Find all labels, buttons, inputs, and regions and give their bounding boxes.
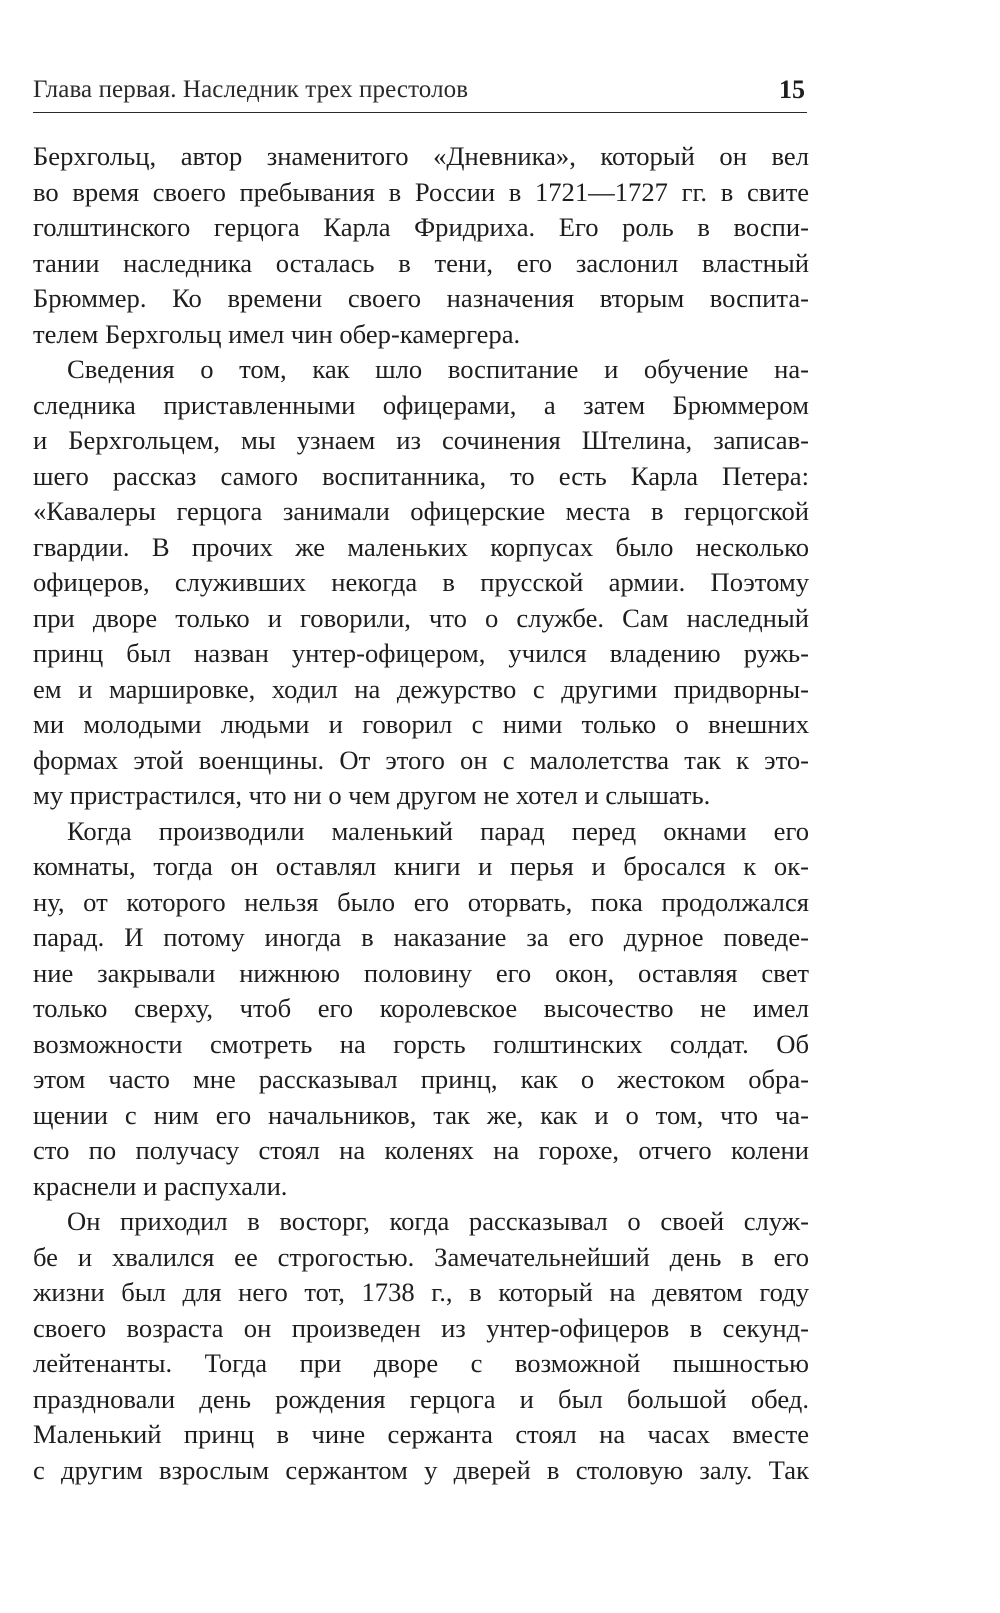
- paragraph-first-line: Он приходил в восторг, когда рассказывал о своей служ-: [67, 1206, 809, 1236]
- text-line: и Берхгольцем, мы узнаем из сочинения Штелина, записав-: [33, 425, 809, 455]
- running-title: Глава первая. Наследник трех престолов: [33, 76, 469, 103]
- text-line: ми молодыми людьми и говорил с ними только о внешних: [33, 709, 809, 739]
- text-line: ем и маршировке, ходил на дежурство с другими придворны-: [33, 673, 809, 704]
- text-line: тании наследника осталась в тени, его заслонил властный: [33, 247, 809, 278]
- text-line: принц был назван унтер-офицером, учился владению ружь-: [33, 638, 809, 668]
- text-line: возможности смотреть на горсть голштинских солдат. Об: [33, 1028, 809, 1059]
- text-line: во время своего пребывания в России в 1721—1727 гг. в свите: [33, 176, 809, 207]
- text-line: Берхгольц, автор знаменитого «Дневника», который он вел: [33, 141, 809, 171]
- text-line: этом часто мне рассказывал принц, как о жестоком обра-: [33, 1064, 809, 1094]
- text-line: праздновали день рождения герцога и был большой обед.: [33, 1383, 809, 1414]
- text-line: гвардии. В прочих же маленьких корпусах было несколько: [33, 531, 809, 562]
- text-line: сто по получасу стоял на коленях на горохе, отчего колени: [33, 1135, 809, 1165]
- text-line: комнаты, тогда он оставлял книги и перья и бросался к ок-: [33, 851, 809, 881]
- text-line: формах этой военщины. От этого он с малолетства так к это-: [33, 744, 809, 775]
- text-line: лейтенанты. Тогда при дворе с возможной пышностью: [33, 1348, 809, 1378]
- text-line: при дворе только и говорили, что о службе. Сам наследный: [33, 602, 809, 633]
- text-line: с другим взрослым сержантом у дверей в столовую залу. Так: [33, 1454, 809, 1485]
- text-line: щении с ним его начальников, так же, как и о том, что ча-: [33, 1099, 809, 1130]
- text-line: своего возраста он произведен из унтер-офицеров в секунд-: [33, 1312, 809, 1343]
- text-line: жизни был для него тот, 1738 г., в который на девятом году: [33, 1277, 809, 1307]
- text-line: ние закрывали нижнюю половину его окон, оставляя свет: [33, 957, 809, 988]
- text-line: следника приставленными офицерами, а затем Брюммером: [33, 389, 809, 420]
- text-line: голштинского герцога Карла Фридриха. Его роль в воспи-: [33, 212, 809, 242]
- text-line: «Кавалеры герцога занимали офицерские места в герцогской: [33, 496, 809, 526]
- text-line: шего рассказ самого воспитанника, то есть Карла Петера:: [33, 460, 809, 491]
- paragraph-first-line: Когда производили маленький парад перед окнами его: [67, 815, 809, 846]
- paragraph-first-line: Сведения о том, как шло воспитание и обучение на-: [67, 354, 809, 384]
- page-number: 15: [779, 75, 805, 104]
- text-line: офицеров, служивших некогда в прусской армии. Поэтому: [33, 567, 809, 597]
- text-line: бе и хвалился ее строгостью. Замечательнейший день в его: [33, 1241, 809, 1272]
- text-line: Брюммер. Ко времени своего назначения вторым воспита-: [33, 283, 809, 313]
- text-line: Маленький принц в чине сержанта стоял на часах вместе: [33, 1419, 809, 1449]
- running-head: [33, 74, 807, 113]
- text-line: ну, от которого нельзя было его оторвать, пока продолжался: [33, 886, 809, 917]
- text-line: телем Берхгольц имел чин обер-камергера.: [33, 318, 521, 349]
- text-line: му пристрастился, что ни о чем другом не хотел и слышать.: [33, 780, 711, 810]
- text-line: только сверху, чтоб его королевское высочество не имел: [33, 993, 809, 1023]
- body-text: [33, 139, 809, 1488]
- text-line: краснели и распухали.: [33, 1170, 288, 1201]
- text-line: парад. И потому иногда в наказание за его дурное поведе-: [33, 922, 809, 952]
